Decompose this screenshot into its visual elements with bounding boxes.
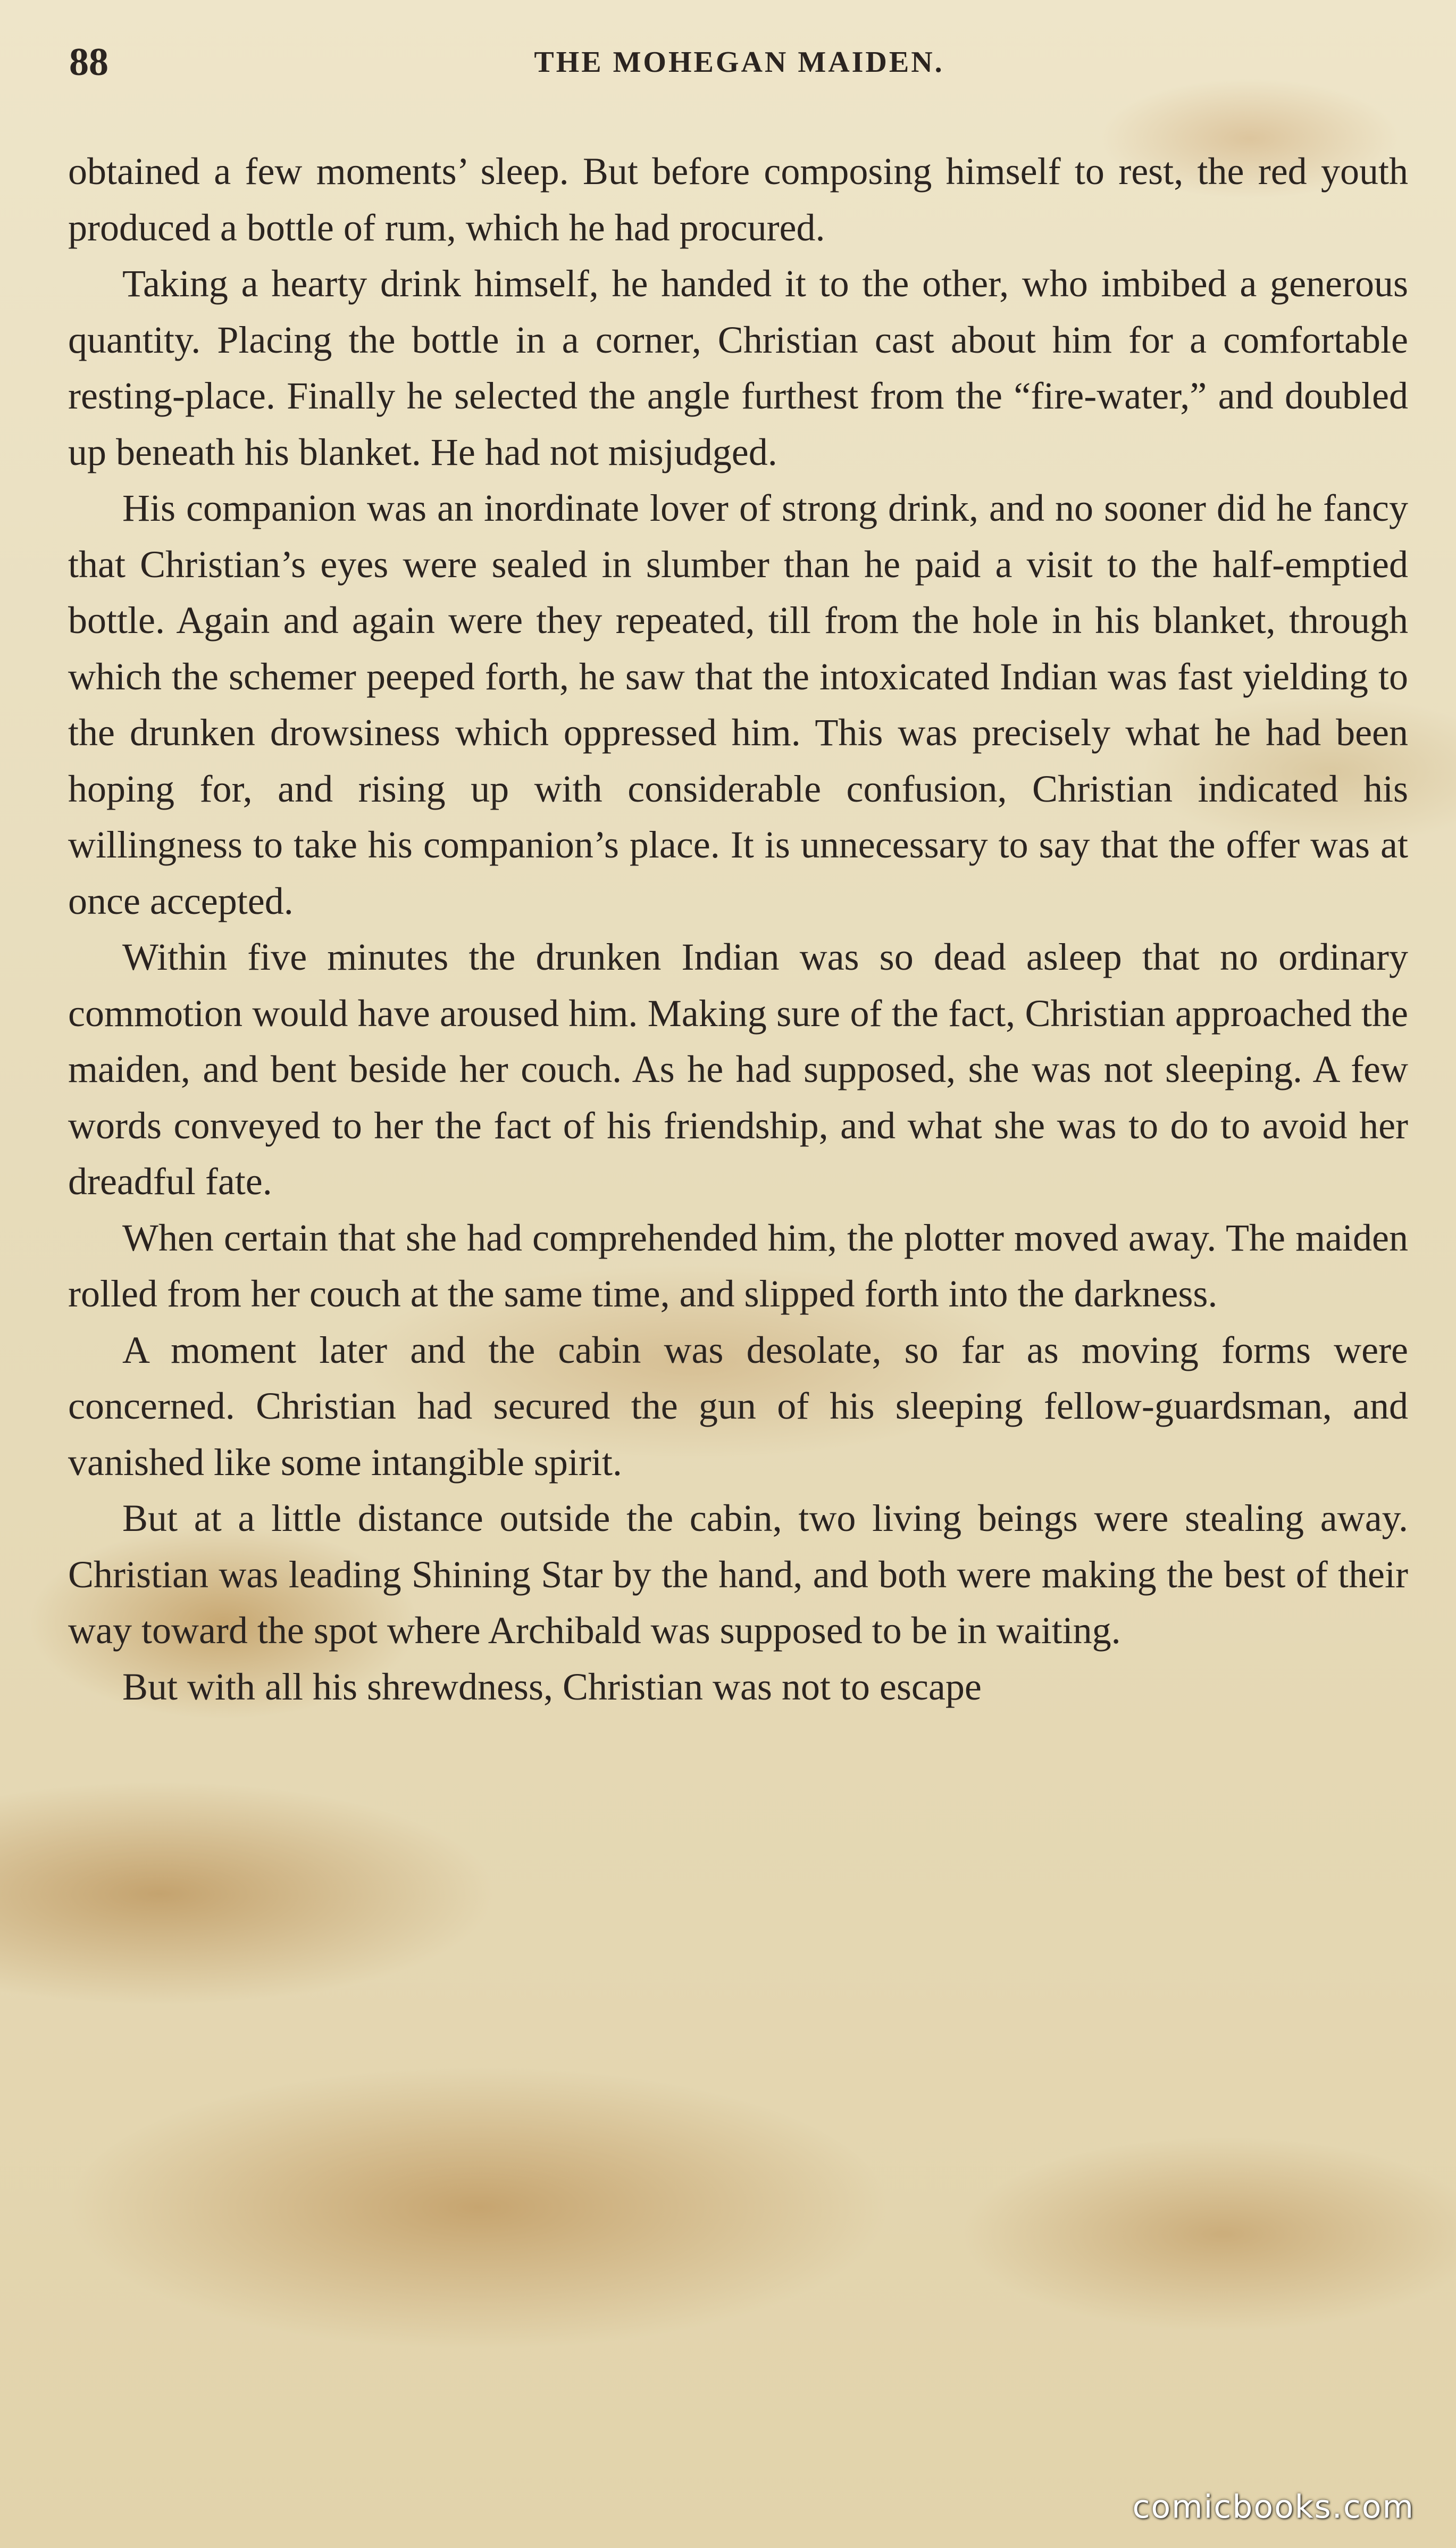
running-head: THE MOHEGAN MAIDEN. bbox=[534, 46, 944, 79]
paragraph: But with all his shrewdness, Christian was not to escape bbox=[122, 1665, 982, 1708]
paragraph: But at a little distance outside the cabin, two living beings were stealing away. Christian was leading Shining Star by the hand, and both were making the best of their way toward the spot where Archibald was supposed to be in waiting. bbox=[68, 1497, 1408, 1652]
page-number: 88 bbox=[69, 40, 108, 84]
paragraph: Within five minutes the drunken Indian was so dead asleep that no ordinary commotion would have aroused him. Making sure of the fact, Christian approached the maiden, and bent beside her couch. As he had supposed, she was not sleeping. A few words conveyed to her the fact of his friendship, and what she was to do to avoid her dreadful fate. bbox=[68, 936, 1408, 1203]
body-text bbox=[68, 144, 1408, 1715]
paragraph: Taking a hearty drink himself, he handed it to the other, who imbibed a generous quantity. Placing the bottle in a corner, Christian cast about him for a comfortable resting-place. Finally he selected the angle furthest from the “fire-water,” and doubled up beneath his blanket. He had not misjudged. bbox=[68, 262, 1408, 473]
paragraph: obtained a few moments’ sleep. But before composing himself to rest, the red youth produced a bottle of rum, which he had procured. bbox=[68, 150, 1408, 249]
paragraph: A moment later and the cabin was desolate, so far as moving forms were concerned. Christian had secured the gun of his sleeping fellow-guardsman, and vanished like some intangible spirit. bbox=[68, 1328, 1408, 1484]
paragraph: When certain that she had comprehended him, the plotter moved away. The maiden rolled from her couch at the same time, and slipped forth into the darkness. bbox=[68, 1216, 1408, 1315]
watermark: comicbooks.com bbox=[1132, 2488, 1415, 2526]
page-header bbox=[69, 33, 1409, 91]
paragraph: His companion was an inordinate lover of strong drink, and no sooner did he fancy that Christian’s eyes were sealed in slumber than he paid a visit to the half-emptied bottle. Again and again were they repeated, till from the hole in his blanket, through which the schemer peeped forth, he saw that the intoxicated Indian was fast yielding to the drunken drowsiness which oppressed him. This was precisely what he had been hoping for, and rising up with considerable confusion, Christian indicated his willingness to take his companion’s place. It is unnecessary to say that the offer was at once accepted. bbox=[68, 487, 1408, 922]
